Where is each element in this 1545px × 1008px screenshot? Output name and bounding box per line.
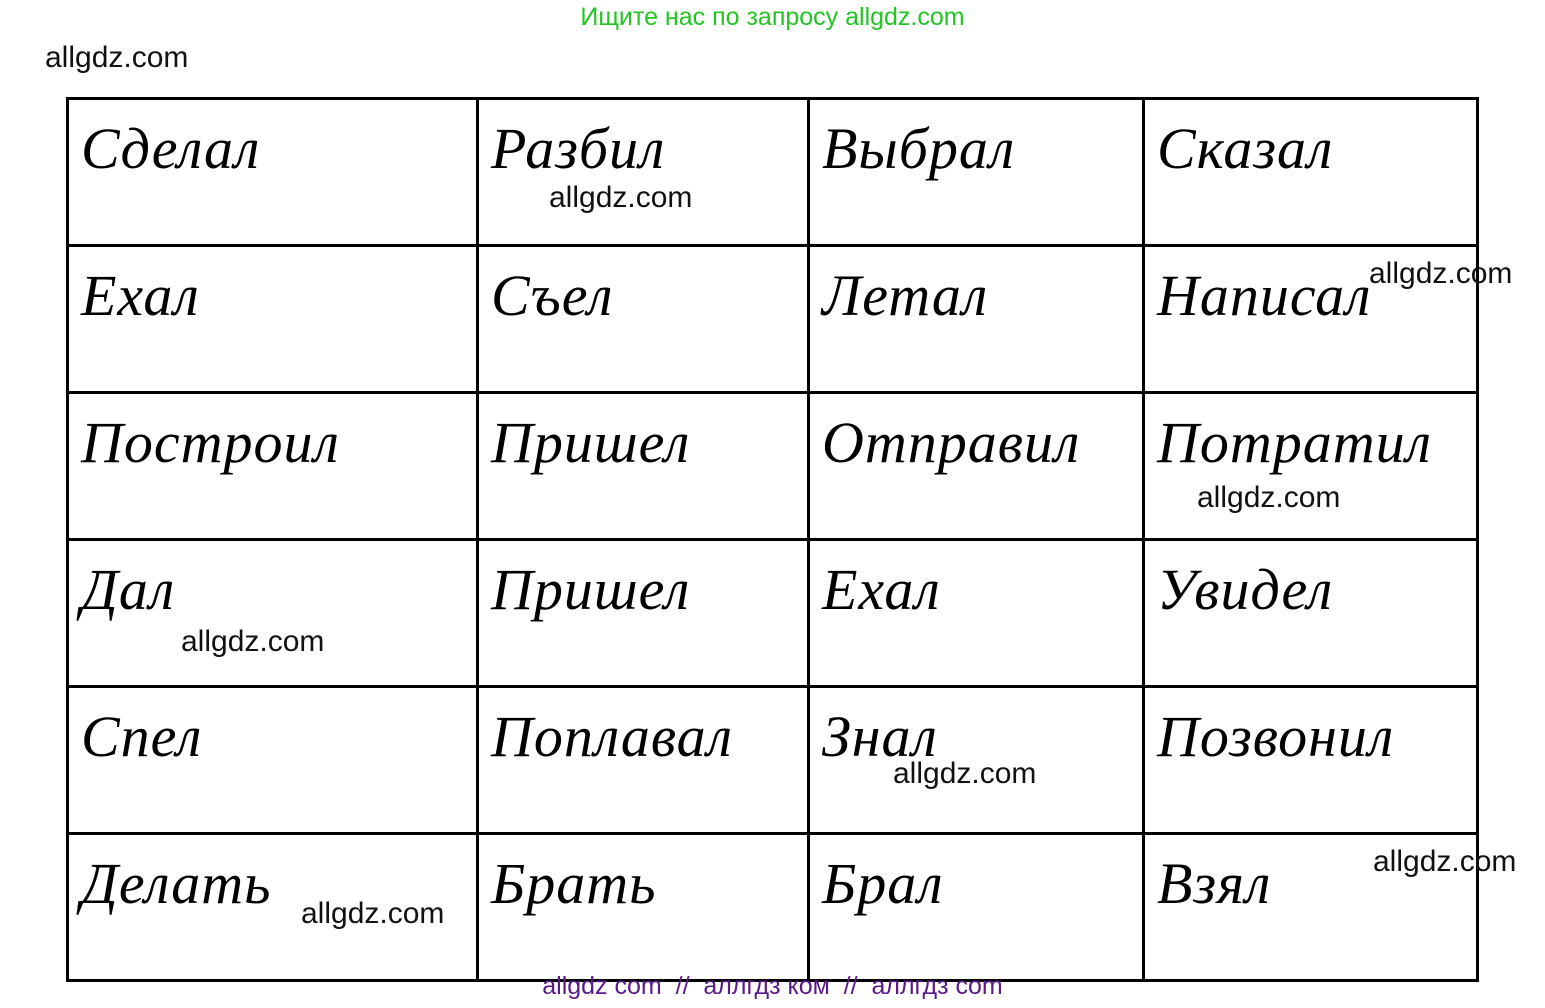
table-cell [68, 99, 478, 246]
word: Выбрал [822, 116, 1016, 181]
table-row [68, 687, 1478, 834]
table-cell [68, 540, 478, 687]
watermark: allgdz.com [45, 41, 189, 74]
word: Взял [1157, 851, 1272, 916]
table-row [68, 540, 1478, 687]
word: Построил [81, 410, 340, 475]
footer-banner: allgdz com // аллгдз ком // аллгдз com [542, 972, 1003, 1000]
table-cell [809, 99, 1144, 246]
table-row [68, 393, 1478, 540]
watermark: allgdz.com [893, 757, 1037, 790]
watermark: allgdz.com [301, 897, 445, 930]
table-cell [809, 393, 1144, 540]
watermark: allgdz.com [1373, 845, 1517, 878]
table-cell [1144, 99, 1478, 246]
table-cell [478, 99, 809, 246]
table-row [68, 246, 1478, 393]
word: Отправил [822, 410, 1081, 475]
table-cell [478, 687, 809, 834]
table-cell [809, 246, 1144, 393]
word: Сказал [1157, 116, 1334, 181]
word: Делать [81, 851, 272, 916]
word: Пришел [491, 410, 691, 475]
table-cell [478, 834, 809, 981]
word: Ехал [81, 263, 200, 328]
word: Позвонил [1157, 704, 1395, 769]
table-cell [478, 246, 809, 393]
word: Съел [491, 263, 614, 328]
top-banner: Ищите нас по запросу allgdz.com [580, 3, 965, 31]
word: Спел [81, 704, 203, 769]
word: Летал [822, 263, 989, 328]
word-table [66, 97, 1479, 982]
watermark: allgdz.com [181, 625, 325, 658]
word: Дал [81, 557, 176, 622]
table-cell [1144, 687, 1478, 834]
table-cell [1144, 393, 1478, 540]
word: Ехал [822, 557, 941, 622]
table-cell [68, 246, 478, 393]
watermark: allgdz.com [1197, 481, 1341, 514]
table-cell [478, 393, 809, 540]
table-cell [478, 540, 809, 687]
word: Поплавал [491, 704, 733, 769]
table-cell [68, 393, 478, 540]
word: Разбил [491, 116, 666, 181]
table-cell [68, 687, 478, 834]
table-cell [1144, 540, 1478, 687]
word: Брать [491, 851, 657, 916]
table-cell [809, 834, 1144, 981]
table-cell [809, 540, 1144, 687]
word: Знал [822, 704, 938, 769]
word: Написал [1157, 263, 1372, 328]
word: Сделал [81, 116, 261, 181]
word: Брал [822, 851, 944, 916]
word: Увидел [1157, 557, 1334, 622]
watermark: allgdz.com [1369, 257, 1513, 290]
table-row [68, 834, 1478, 981]
word: Потратил [1157, 410, 1432, 475]
watermark: allgdz.com [549, 181, 693, 214]
word: Пришел [491, 557, 691, 622]
table-row [68, 99, 1478, 246]
